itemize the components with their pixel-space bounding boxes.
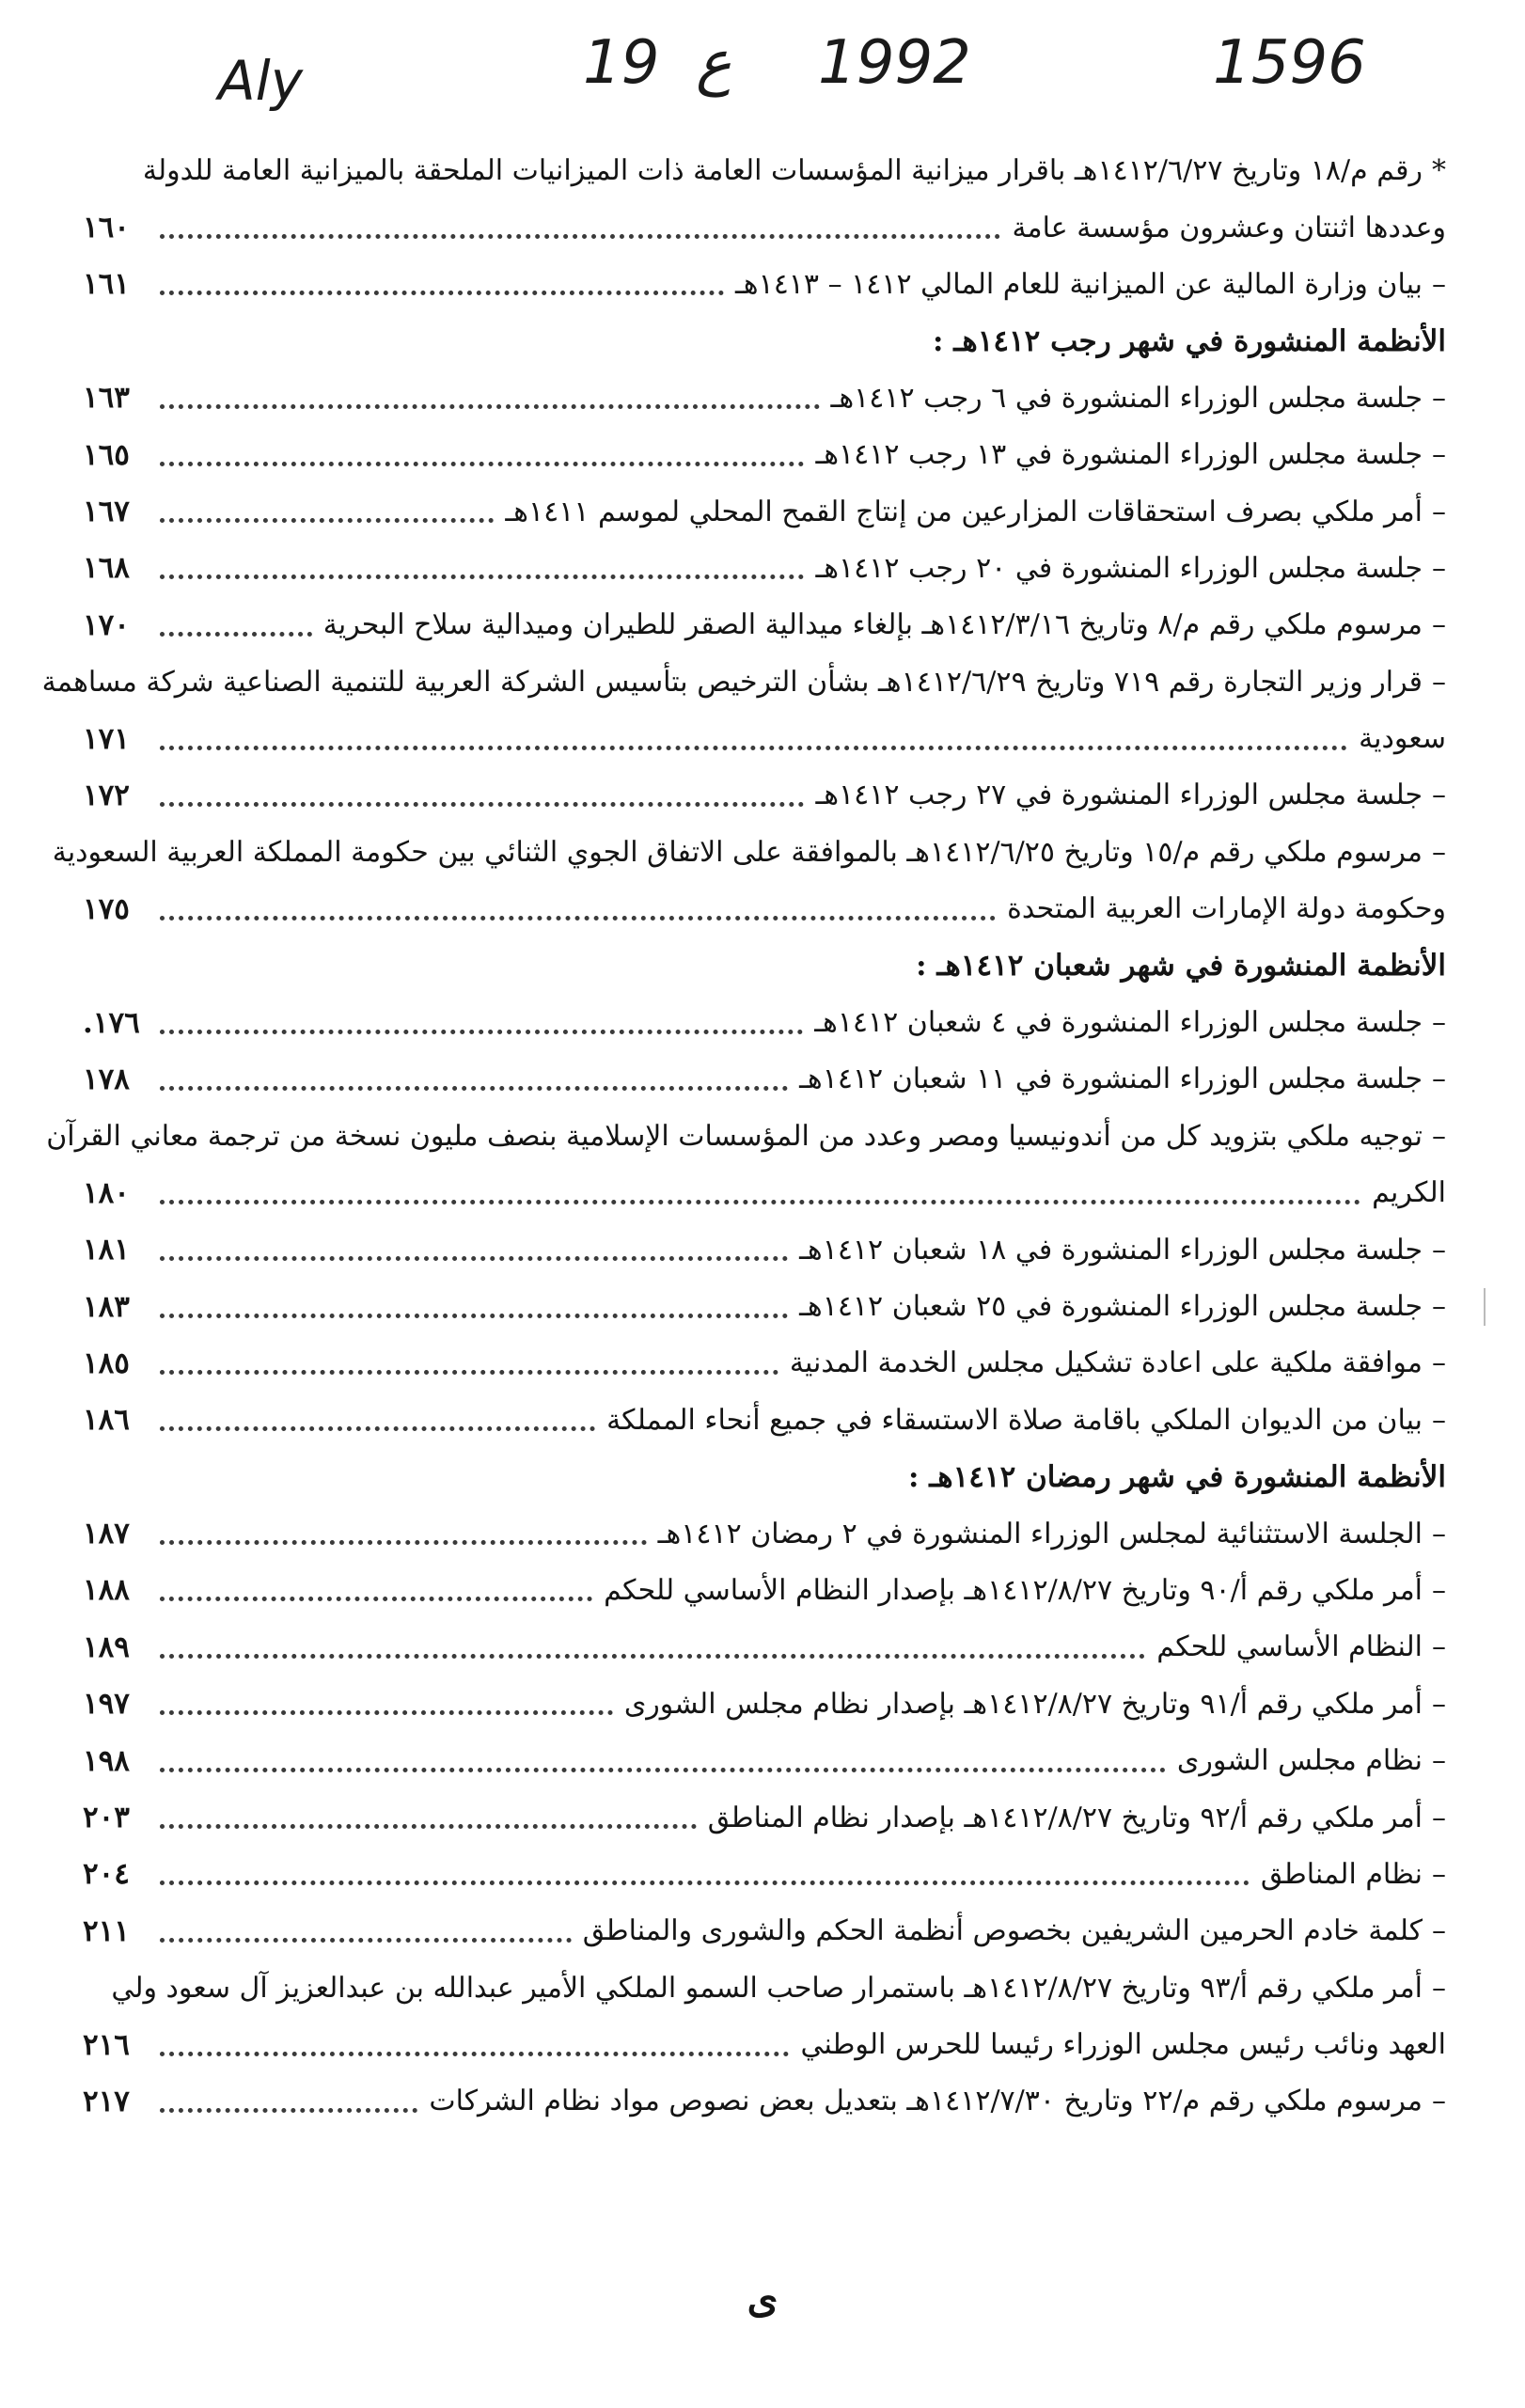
dot-leader [160,1005,803,1034]
entry-bullet: – [1432,1006,1446,1040]
dot-leader [160,1856,1250,1885]
entry-page-number: ١٨٠ [83,1175,130,1210]
toc-entry [83,1221,1446,1278]
entry-title: أمر ملكي بصرف استحقاقات المزارعين من إنتاج القمح المحلي لموسم ١٤١١هـ [505,495,1423,528]
entry-title: وعددها اثنتان وعشرون مؤسسة عامة [1012,211,1446,244]
dot-leader [160,380,820,409]
entry-bullet: * [1432,154,1446,188]
toc-entry [83,427,1446,483]
toc-entry [83,1279,1446,1335]
dot-leader [160,778,804,807]
entry-bullet: – [1432,608,1446,642]
entry-title: العهد ونائب رئيس مجلس الوزراء رئيسا للحرس الوطني [800,2028,1446,2062]
entry-bullet: – [1432,1801,1446,1834]
entry-title: نظام المناطق [1260,1857,1423,1891]
dot-leader [160,1289,788,1318]
entry-bullet: – [1432,1573,1446,1607]
toc-entry [83,1676,1446,1733]
entry-title: جلسة مجلس الوزراء المنشورة في ٢٧ رجب ١٤١٢هـ [815,779,1423,812]
entry-page-number: ١٦٠ [83,211,130,245]
dot-leader [160,1346,778,1375]
section-heading-text: الأنظمة المنشورة في شهر شعبان ١٤١٢هـ : [916,949,1446,984]
dot-leader [160,1686,613,1715]
entry-bullet: – [1432,1517,1446,1550]
toc-entry [83,2073,1446,2130]
entry-page-number: ١٨١ [83,1233,130,1267]
scan-artifact [1484,1288,1486,1326]
handwritten-mark: 19 [583,28,660,98]
entry-bullet: – [1432,495,1446,528]
entry-title: بيان وزارة المالية عن الميزانية للعام المالي ١٤١٢ – ١٤١٣هـ [734,267,1423,301]
toc-entry [83,1165,1446,1221]
dot-leader [160,1516,647,1545]
entry-bullet: – [1432,438,1446,472]
toc-entry [83,1563,1446,1619]
toc-entry [83,711,1446,767]
entry-bullet: – [1432,267,1446,301]
toc-entry [83,541,1446,597]
entry-title: النظام الأساسي للحكم [1156,1630,1423,1664]
dot-leader [160,2084,417,2113]
entry-page-number: ١٦٨ [83,551,130,586]
entry-bullet: – [1432,665,1446,699]
dot-leader [160,1800,697,1829]
toc-entry [83,257,1446,313]
entry-page-number: ١٦٧ [83,495,130,529]
entry-page-number: ١٩٨ [83,1743,130,1778]
entry-title: مرسوم ملكي رقم م/٢٢ وتاريخ ١٤١٢/٧/٣٠هـ بتعديل بعض نصوص مواد نظام الشركات [429,2085,1423,2118]
entry-page-number: ١٨٥ [83,1346,130,1380]
entry-title: جلسة مجلس الوزراء المنشورة في ١٣ رجب ١٤١٢هـ [815,438,1423,472]
entry-title: جلسة مجلس الوزراء المنشورة في ١٨ شعبان ١٤١٢هـ [799,1233,1423,1267]
section-heading [83,1449,1446,1505]
entry-bullet: – [1432,1290,1446,1323]
toc-entry [83,767,1446,824]
entry-title: جلسة مجلس الوزراء المنشورة في ٤ شعبان ١٤١٢هـ [814,1006,1423,1040]
entry-bullet: – [1432,1233,1446,1267]
dot-leader [160,1232,788,1261]
toc-entry [83,370,1446,427]
dot-leader [160,1629,1145,1659]
handwritten-mark: Aly [218,49,304,113]
section-heading-text: الأنظمة المنشورة في شهر رجب ١٤١٢هـ : [933,323,1446,358]
toc-entry [83,1847,1446,1903]
toc-entry [83,881,1446,937]
entry-title: رقم م/١٨ وتاريخ ١٤١٢/٦/٢٧هـ باقرار ميزانية المؤسسات العامة ذات الميزانيات الملحقة بالميزانية العامة للدولة [142,154,1423,188]
dot-leader [160,494,494,523]
dot-leader [160,1913,572,1943]
entry-bullet: – [1432,2085,1446,2118]
entry-title: مرسوم ملكي رقم م/٨ وتاريخ ١٤١٢/٣/١٦هـ بإلغاء ميدالية الصقر للطيران وميدالية سلاح البحرية [322,608,1423,642]
dot-leader [160,210,1000,239]
entry-page-number: ١٧٨ [83,1062,130,1096]
toc-entry [83,1393,1446,1449]
dot-leader [160,1062,788,1091]
entry-title: الكريم [1372,1176,1446,1210]
toc-entry [83,199,1446,256]
toc-entry [83,2017,1446,2073]
dot-leader [160,1743,1166,1772]
entry-bullet: – [1432,1346,1446,1380]
entry-title: جلسة مجلس الوزراء المنشورة في ٢٥ شعبان ١٤١٢هـ [799,1290,1423,1323]
entry-page-number: ١٦٥ [83,437,130,472]
entry-title: قرار وزير التجارة رقم ٧١٩ وتاريخ ١٤١٢/٦/٢٩هـ بشأن الترخيص بتأسيس الشركة العربية للتنمية الصناعية شركة مساهمة [41,665,1423,699]
toc-entry [83,483,1446,540]
entry-page-number: ١٧٠ [83,607,130,642]
toc-entry [83,1505,1446,1562]
entry-bullet: – [1432,1630,1446,1664]
entry-bullet: – [1432,1062,1446,1096]
entry-page-number: ١٧٥ [83,891,130,926]
entry-title: أمر ملكي رقم أ/٩٠ وتاريخ ١٤١٢/٨/٢٧هـ بإصدار النظام الأساسي للحكم [604,1573,1423,1607]
handwritten-mark: 1992 [818,28,971,98]
dot-leader [160,266,724,295]
entry-bullet: – [1432,1744,1446,1778]
entry-title: جلسة مجلس الوزراء المنشورة في ٢٠ رجب ١٤١٢هـ [815,551,1423,585]
dot-leader [160,891,996,921]
entry-page-number: ٢٠٣ [83,1801,130,1835]
entry-bullet: – [1432,1971,1446,2005]
entry-page-number: ١٧٦. [83,1005,140,1040]
section-heading [83,937,1446,994]
table-of-contents [41,143,1446,2131]
page-number-footer: ى [747,2275,778,2321]
entry-page-number: ١٨٩ [83,1629,130,1664]
entry-page-number: ٢٠٤ [83,1857,130,1892]
dot-leader [160,1175,1360,1204]
entry-bullet: – [1432,381,1446,415]
entry-bullet: – [1432,551,1446,585]
entry-page-number: ٢١١ [83,1913,130,1948]
entry-bullet: – [1432,1119,1446,1153]
toc-entry [83,1789,1446,1846]
toc-entry [83,1619,1446,1676]
entry-page-number: ١٨٣ [83,1289,130,1324]
entry-page-number: ٢١٧ [83,2084,130,2118]
entry-title: وحكومة دولة الإمارات العربية المتحدة [1007,892,1446,926]
entry-page-number: ١٧٢ [83,778,130,812]
entry-bullet: – [1432,779,1446,812]
toc-entry [83,1051,1446,1108]
handwritten-mark: 1596 [1213,28,1366,98]
dot-leader [160,437,804,466]
entry-page-number: ١٩٧ [83,1687,130,1722]
dot-leader [160,607,312,637]
entry-title: أمر ملكي رقم أ/٩١ وتاريخ ١٤١٢/٨/٢٧هـ بإصدار نظام مجلس الشورى [623,1687,1423,1721]
entry-title: سعودية [1359,722,1446,756]
entry-title: موافقة ملكية على اعادة تشكيل مجلس الخدمة المدنية [789,1346,1423,1380]
entry-page-number: ١٨٨ [83,1573,130,1608]
entry-title: نظام مجلس الشورى [1176,1744,1423,1778]
dot-leader [160,721,1347,750]
entry-title: جلسة مجلس الوزراء المنشورة في ٦ رجب ١٤١٢هـ [830,381,1423,415]
entry-page-number: ١٦٣ [83,381,130,416]
section-heading [83,313,1446,370]
entry-title: مرسوم ملكي رقم م/١٥ وتاريخ ١٤١٢/٦/٢٥هـ بالموافقة على الاتفاق الجوي الثنائي بين حكومة المملكة العربية السعودية [52,835,1423,869]
entry-page-number: ٢١٦ [83,2027,130,2062]
entry-title: الجلسة الاستثنائية لمجلس الوزراء المنشورة في ٢ رمضان ١٤١٢هـ [657,1517,1423,1550]
entry-title: بيان من الديوان الملكي باقامة صلاة الاستسقاء في جميع أنحاء المملكة [606,1403,1423,1437]
toc-entry [46,1109,1446,1165]
toc-entry [83,995,1446,1051]
section-heading-text: الأنظمة المنشورة في شهر رمضان ١٤١٢هـ : [907,1459,1446,1494]
dot-leader [160,1402,595,1431]
toc-entry [83,143,1446,199]
toc-entry [83,1960,1446,2017]
entry-bullet: – [1432,1857,1446,1891]
entry-page-number: ١٨٦ [83,1403,130,1438]
entry-title: توجيه ملكي بتزويد كل من أندونيسيا ومصر وعدد من المؤسسات الإسلامية بنصف مليون نسخة من ترجمة معاني القرآن [46,1119,1423,1153]
toc-entry [52,825,1446,881]
entry-page-number: ١٦١ [83,267,130,302]
entry-bullet: – [1432,1914,1446,1948]
entry-bullet: – [1432,1403,1446,1437]
dot-leader [160,1572,592,1601]
dot-leader [160,2027,789,2056]
dot-leader [160,550,804,579]
entry-title: جلسة مجلس الوزراء المنشورة في ١١ شعبان ١٤١٢هـ [799,1062,1423,1096]
toc-entry [41,654,1446,711]
toc-entry [83,597,1446,653]
toc-entry [83,1903,1446,1959]
entry-page-number: ١٨٧ [83,1517,130,1551]
handwritten-mark: ع [696,28,732,98]
toc-entry [83,1733,1446,1789]
entry-bullet: – [1432,835,1446,869]
entry-page-number: ١٧١ [83,721,130,756]
entry-title: أمر ملكي رقم أ/٩٢ وتاريخ ١٤١٢/٨/٢٧هـ بإصدار نظام المناطق [707,1801,1423,1834]
entry-title: كلمة خادم الحرمين الشريفين بخصوص أنظمة الحكم والشورى والمناطق [582,1914,1423,1948]
toc-entry [83,1335,1446,1392]
entry-bullet: – [1432,1687,1446,1721]
entry-title: أمر ملكي رقم أ/٩٣ وتاريخ ١٤١٢/٨/٢٧هـ باستمرار صاحب السمو الملكي الأمير عبدالله بن عبدالعزيز آل سعود ولي [111,1971,1423,2005]
